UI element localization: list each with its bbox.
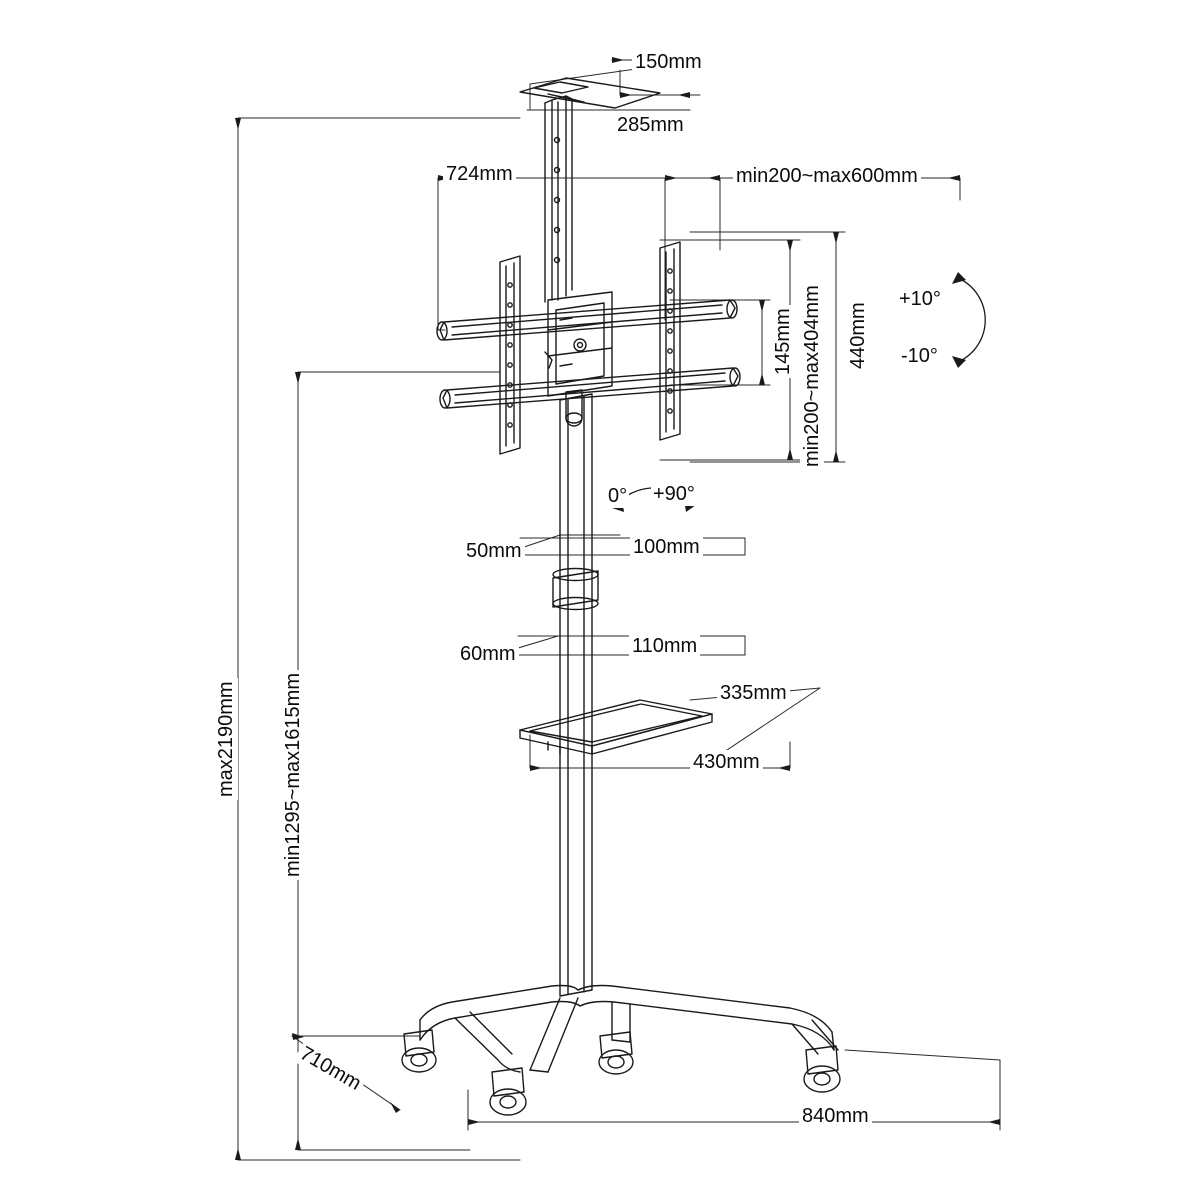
dimension-label-bracket-spacing: 145mm (771, 305, 795, 378)
dimension-label-tray-width: 430mm (690, 750, 763, 774)
dimension-label-base-width: 840mm (799, 1104, 872, 1128)
dimension-label-vesa-vertical: min200~max404mm (800, 282, 824, 470)
angle-label-tilt-up: +10° (899, 288, 941, 310)
dimension-label-tv-height-range: min1295~max1615mm (281, 670, 305, 880)
dimension-label-base-depth: 710mm (293, 1040, 368, 1097)
dimension-label-bracket-height: 440mm (846, 299, 870, 372)
dimension-label-shelf-b-width: 110mm (629, 634, 700, 658)
dimension-label-top-plate-width: 285mm (614, 113, 687, 137)
dimension-label-vesa-horizontal: min200~max600mm (733, 164, 921, 188)
angle-label-rotate-zero: 0° (608, 485, 628, 507)
angle-label-rotate-ninety: +90° (653, 483, 695, 505)
dimension-label-shelf-a-width: 100mm (630, 535, 703, 559)
angle-label-tilt-down: -10° (901, 345, 938, 367)
dimension-label-tray-depth: 335mm (717, 681, 790, 705)
dimension-label-top-plate-depth: 150mm (632, 50, 705, 74)
dimension-label-bracket-width: 724mm (443, 162, 516, 186)
dimension-label-total-height: max2190mm (214, 678, 238, 800)
dimension-label-shelf-a-depth: 50mm (463, 539, 525, 563)
dimension-label-shelf-b-depth: 60mm (457, 642, 519, 666)
